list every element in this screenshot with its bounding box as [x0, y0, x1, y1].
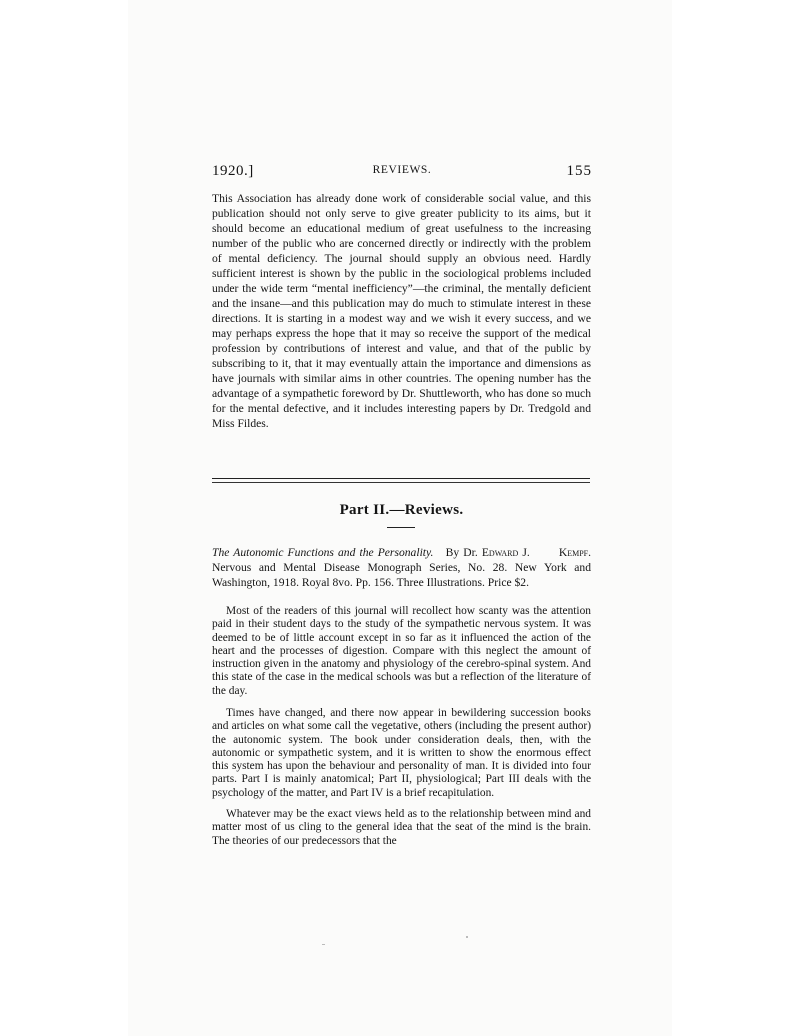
section-divider-thick	[212, 478, 590, 479]
paragraph-readers: Most of the readers of this journal will recollect how scanty was the attention paid in their student days to the study of the sympathetic nervous system. It was deemed to be of little account except in so far as it influenced the action of the heart and the processes of digestion. Compare with this neglect the amount of instruction given in the anatomy and physiology of the cerebro-spinal system. And this state of the case in the medical schools was but a reflection of the literature of the day.	[212, 605, 591, 697]
header-running-title: REVIEWS.	[372, 164, 432, 176]
book-citation	[212, 546, 591, 590]
scan-speck	[322, 944, 325, 945]
header-year: 1920.]	[212, 163, 254, 179]
citation-details: Nervous and Mental Disease Monograph Series, No. 28. New York and Washington, 1918. Royal 8vo. Pp. 156. Three Illustrations. Price $2.	[212, 560, 591, 589]
citation-author-last: Kempf.	[558, 546, 591, 559]
paragraph-association: This Association has already done work of considerable social value, and this publication should not only serve to give greater publicity to its aims, but it should become an educational medium of great usefulness to the increasing number of the public who are concerned directly or indirectly with the problem of mental deficiency. The journal should supply an obvious need. Hardly sufficient interest is shown by the public in the sociological problems included under the wide term “mental inefficiency”—the criminal, the mentally deficient and the insane—and this publication may do much to stimulate interest in these directions. It is starting in a modest way and we wish it every success, and we may perhaps express the hope that it may so receive the support of the medical profession by contributions of interest and value, and that of the public by subscribing to it, that it may eventually attain the importance and dimensions as have journals with similar aims in other countries. The opening number has the advantage of a sympathetic foreword by Dr. Shuttleworth, who has done so much for the mental defective, and it includes interesting papers by Dr. Tredgold and Miss Fildes.	[212, 192, 591, 430]
scan-speck	[466, 936, 468, 938]
citation-author-first: Edward J.	[481, 546, 530, 559]
title-underline	[387, 527, 415, 528]
section-divider-thin	[212, 482, 590, 483]
paragraph-times-changed: Times have changed, and there now appear in bewildering succession books and articles on what some call the vegetative, others (including the present author) the autonomic system. The book under consideration deals, then, with the autonomic or sympathetic system, and it is written to show the enormous effect this system has upon the behaviour and personality of man. It is divided into four parts. Part I is mainly anatomical; Part II, physiological; Part III deals with the psychology of the matter, and Part IV is a brief recapitulation.	[212, 707, 591, 799]
citation-by: By Dr.	[445, 546, 478, 559]
section-title: Part II.—Reviews.	[339, 502, 464, 518]
paragraph-whatever: Whatever may be the exact views held as to the relationship between mind and matter most of us cling to the general idea that the seat of the mind is the brain. The theories of our predecessors that the	[212, 808, 591, 847]
running-header	[212, 163, 592, 183]
page-number: 155	[566, 163, 592, 179]
book-title: The Autonomic Functions and the Personality.	[212, 546, 434, 559]
